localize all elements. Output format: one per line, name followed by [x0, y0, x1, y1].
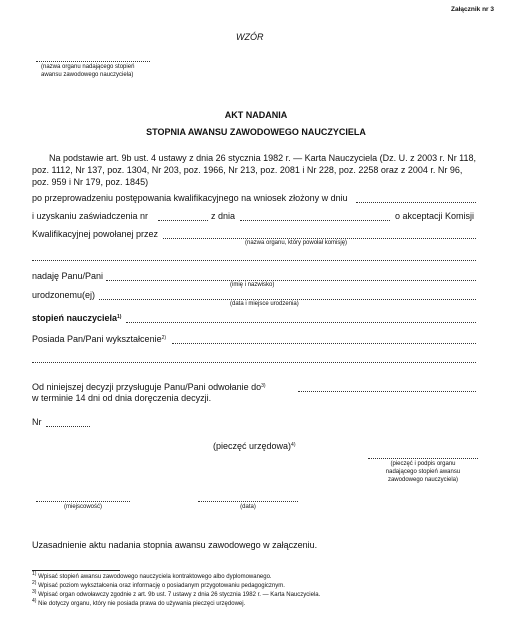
footnote-2-mark: 2): [32, 580, 37, 586]
footnote-2: [32, 580, 285, 589]
legal-basis-line3: poz. 959 i Nr 179, poz. 1845): [32, 177, 149, 187]
footnote-4-text: Nie dotyczy organu, który nie posiada prawa do używania pieczęci urzędowej.: [38, 601, 246, 607]
date-caption: (data): [240, 504, 256, 510]
footnote-3-mark: 3): [32, 589, 37, 595]
footnote-1-text: Wpisać stopień awansu zawodowego nauczyciela kontraktowego albo dyplomowanego.: [38, 574, 272, 580]
issuer-name-field[interactable]: [36, 61, 150, 62]
signature-caption-line2: nadającego stopień awansu: [385, 469, 461, 475]
certificate-number-field[interactable]: [158, 220, 208, 221]
education-field[interactable]: [172, 343, 476, 344]
footnote-divider: [32, 570, 120, 571]
footnote-2-text: Wpisać poziom wykształcenia oraz informację o posiadanym przygotowaniu pedagogicznym.: [38, 583, 285, 589]
appeal-text: Od niniejszej decyzji przysługuje Panu/Pani odwołanie $do^{3)}$: [32, 382, 266, 392]
footnote-4-mark: 4): [32, 598, 37, 604]
certificate-date-field[interactable]: [240, 220, 390, 221]
birth-field[interactable]: [99, 299, 476, 300]
legal-basis-line1: Na podstawie art. 9b ust. 4 ustawy z dnia 26 stycznia 1982 r. — Karta Nauczyciela (Dz. U. z 2003 r. Nr 118,: [49, 153, 477, 163]
justification-text: Uzasadnienie aktu nadania stopnia awansu zawodowego w załączeniu.: [32, 540, 318, 550]
footnote-1: [32, 571, 272, 580]
certificate-date-text: z dnia: [211, 211, 236, 221]
document-title: AKT NADANIA: [224, 110, 288, 120]
name-caption: (imię i nazwisko): [230, 282, 275, 288]
signature-caption-line1: (pieczęć i podpis organu: [390, 461, 456, 467]
certificate-suffix-text: o akceptacji Komisji: [395, 211, 475, 221]
footnote-3-text: Wpisać organ odwoławczy zgodnie z art. 9b ust. 7 ustawy z dnia 26 stycznia 1982 r. — Karta Nauczyciela.: [38, 592, 321, 598]
commission-field[interactable]: [163, 238, 476, 239]
issuer-caption-line1: (nazwa organu nadającego stopień: [41, 64, 135, 70]
commission-field-continued[interactable]: [32, 260, 476, 261]
footnote-1-mark: 1): [32, 571, 37, 577]
place-caption: (miejscowość): [63, 504, 102, 510]
document-subtitle: STOPNIA AWANSU ZAWODOWEGO NAUCZYCIELA: [146, 127, 366, 137]
issuer-caption-line2: awansu zawodowego nauczyciela): [41, 72, 134, 78]
born-caption: (data i miejsce urodzenia): [230, 301, 299, 307]
commission-label: Kwalifikacyjnej powołanej przez: [32, 229, 159, 239]
seal-footnote-ref: 4): [291, 442, 296, 448]
grant-label: nadaję Panu/Pani: [32, 271, 104, 281]
annex-label: Załącznik nr 3: [451, 6, 494, 13]
number-label: Nr: [32, 417, 42, 427]
appeal-footnote-ref: 3): [261, 383, 266, 389]
degree-label: stopień nauczyciela$^{1)}$: [32, 313, 122, 323]
education-footnote-ref: 2): [161, 335, 167, 341]
degree-field[interactable]: [126, 322, 476, 323]
certificate-text: i uzyskaniu zaświadczenia nr: [32, 211, 149, 221]
commission-caption: (nazwa organu, który powołał komisję): [245, 240, 348, 246]
date-field[interactable]: [198, 501, 298, 502]
signature-caption-line3: zawodowego nauczyciela): [387, 477, 459, 483]
appeal-deadline-text: w terminie 14 dni od dnia doręczenia decyzji.: [32, 393, 212, 403]
born-label: urodzonemu(ej): [32, 290, 96, 300]
teacher-name-field[interactable]: [106, 280, 476, 281]
degree-footnote-ref: 1): [117, 314, 122, 320]
seal-label: (pieczęć urzędowa)$^{4)}$: [213, 441, 296, 451]
place-field[interactable]: [36, 501, 130, 502]
number-field[interactable]: [46, 426, 90, 427]
application-date-field[interactable]: [356, 202, 476, 203]
footnote-4: [32, 598, 246, 607]
signature-field[interactable]: [368, 458, 478, 459]
education-label: Posiada Pan/Pani wykształcenie$^{2)}$: [32, 334, 167, 344]
legal-basis-line2: poz. 1112, Nr 137, poz. 1304, Nr 203, poz. 1966, Nr 213, poz. 2081 i Nr 228, poz. 2258 oraz z 2004 r. Nr 96,: [32, 165, 463, 175]
footnote-3: [32, 589, 321, 598]
procedure-text: po przeprowadzeniu postępowania kwalifikacyjnego na wniosek złożony w dniu: [32, 193, 348, 203]
appeal-authority-field[interactable]: [298, 391, 476, 392]
education-field-continued[interactable]: [32, 362, 476, 363]
template-label: WZÓR: [236, 32, 264, 42]
